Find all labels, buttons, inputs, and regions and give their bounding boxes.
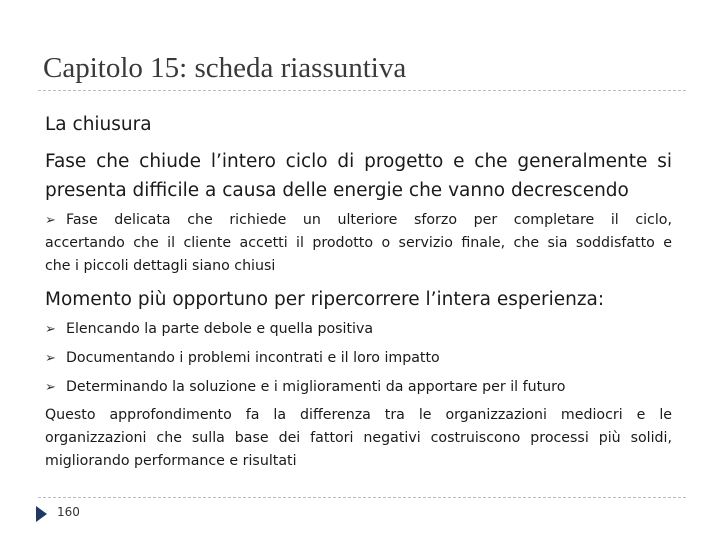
list-item [45, 318, 672, 341]
intro-line-1: Fase che chiude l’intero ciclo di progetto e che generalmente si [45, 151, 672, 172]
moment-heading: Momento più opportuno per ripercorrere l’intera esperienza: [45, 289, 605, 310]
slide-title: Capitolo 15: scheda riassuntiva [43, 52, 407, 84]
note-line-3: che i piccoli dettagli siano chiusi [45, 258, 276, 274]
closing-line-1: Questo approfondimento fa la differenza tra le organizzazioni mediocri e le [45, 407, 672, 423]
list-item [45, 376, 672, 399]
closing-line-2: organizzazioni che sulla base dei fattori negativi costruiscono processi più solidi, [45, 430, 672, 446]
arrow-bullet-icon: ➢ [45, 351, 56, 366]
closing-line-3: migliorando performance e risultati [45, 453, 297, 469]
title-divider [38, 90, 686, 91]
list-item-text: Documentando i problemi incontrati e il loro impatto [66, 350, 440, 366]
section-heading: La chiusura [45, 114, 152, 135]
list-item-text: Determinando la soluzione e i miglioramenti da apportare per il futuro [66, 379, 566, 395]
arrow-bullet-icon: ➢ [45, 380, 56, 395]
intro-line-2: presenta difficile a causa delle energie che vanno decrescendo [45, 180, 629, 201]
page-number: 160 [57, 505, 80, 519]
note-line-2: accertando che il cliente accetti il prodotto o servizio finale, che sia soddisfatto e [45, 235, 672, 251]
list-item-text: Elencando la parte debole e quella positiva [66, 321, 374, 337]
arrow-bullet-icon: ➢ [45, 322, 56, 337]
note-line-1 [45, 209, 672, 232]
triangle-marker-icon [36, 506, 47, 522]
list-item [45, 347, 672, 370]
note-text-1: Fase delicata che richiede un ulteriore sforzo per completare il ciclo, [66, 212, 672, 228]
arrow-bullet-icon: ➢ [45, 213, 56, 228]
footer-divider [38, 497, 686, 498]
